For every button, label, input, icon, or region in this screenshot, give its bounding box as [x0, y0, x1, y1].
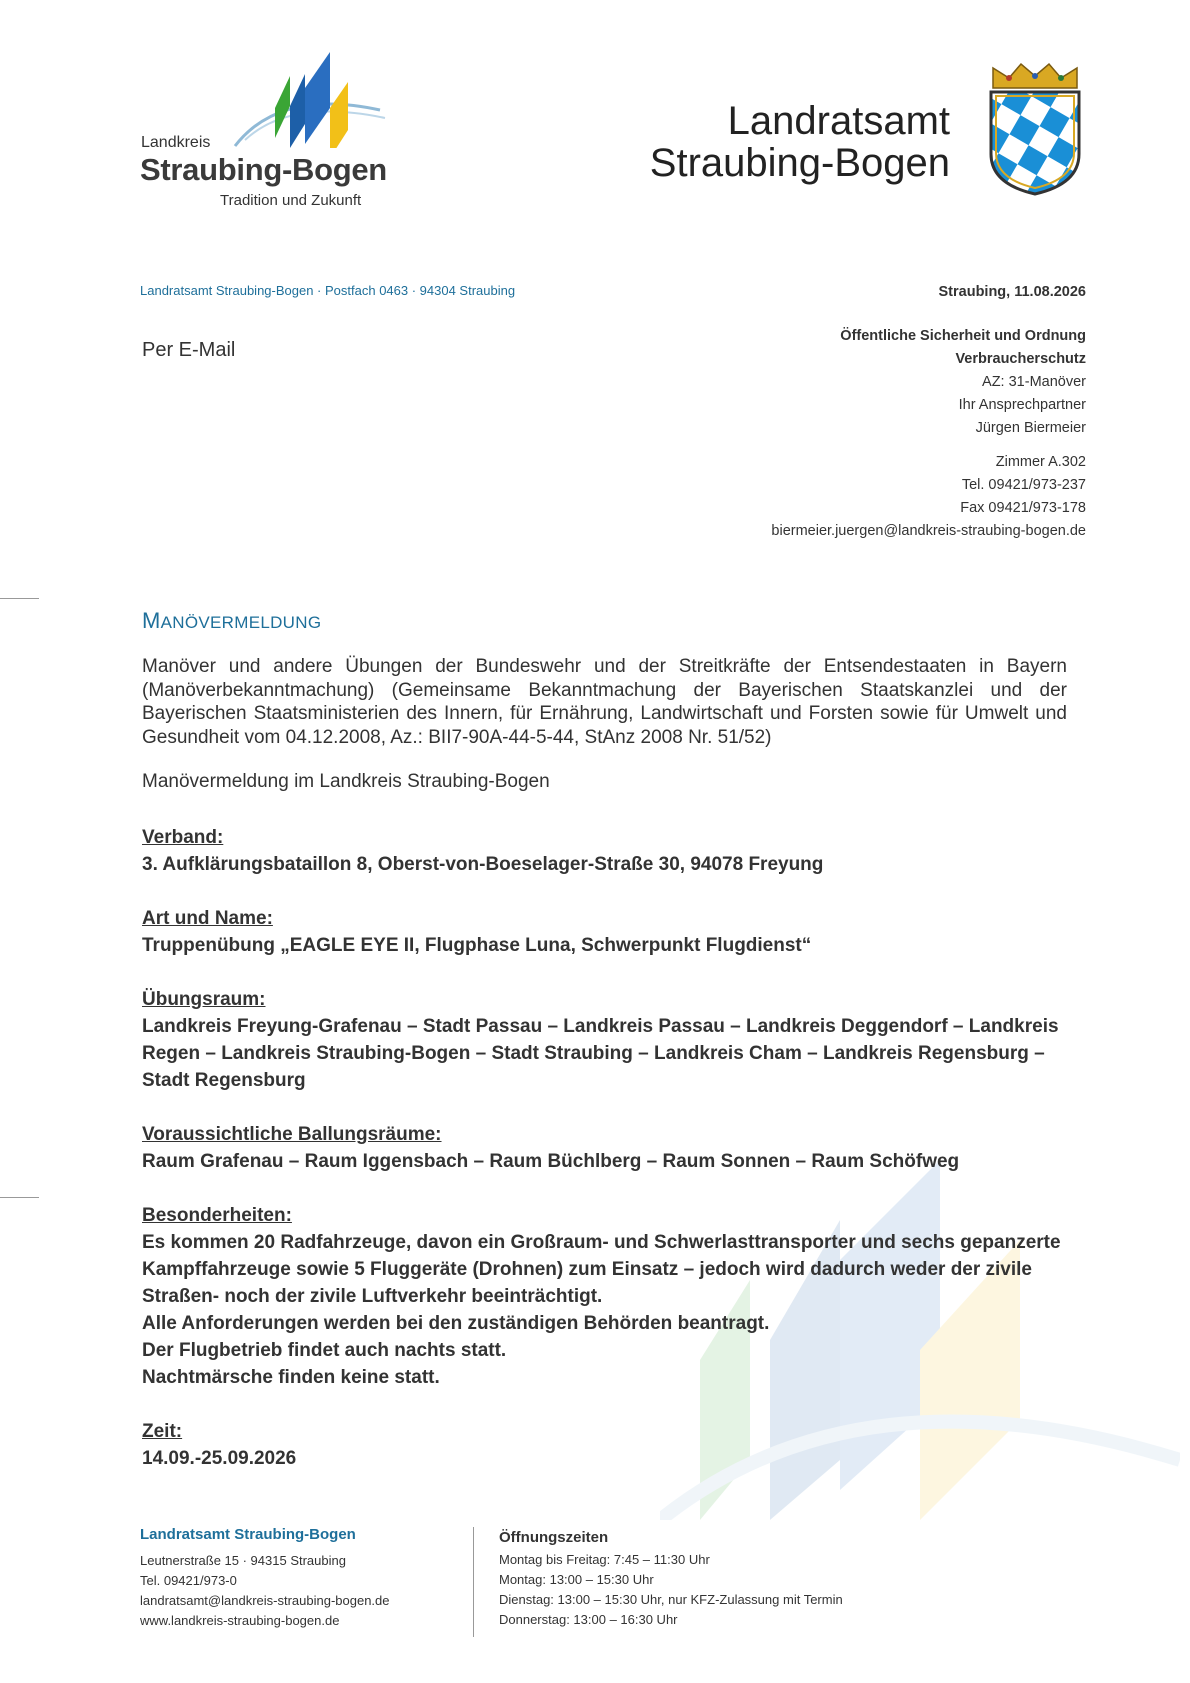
office-title-line1: Landratsamt	[727, 99, 950, 143]
section-label: Art und Name:	[142, 908, 273, 929]
footer-opening-hours	[499, 1528, 843, 1630]
section-value: 14.09.-25.09.2026	[142, 1448, 297, 1469]
document-title-rest: ANÖVERMELDUNG	[160, 613, 322, 632]
footer-address	[140, 1525, 390, 1631]
section-value: Nachtmärsche finden keine statt.	[142, 1367, 440, 1388]
contact-name: Jürgen Biermeier	[975, 420, 1086, 436]
section-value: Es kommen 20 Radfahrzeuge, davon ein Großraum- und Schwerlasttransporter und sechs gepanzerte Kampffahrzeuge sowie 5 Fluggeräte (Drohnen) zum Einsatz – jedoch wird dadurch weder der zivile Straßen- noch der zivile Luftverkehr beeinträchtigt.	[142, 1232, 1061, 1307]
department: Öffentliche Sicherheit und Ordnung	[840, 328, 1086, 344]
notice-subline: Manövermeldung im Landkreis Straubing-Bogen	[142, 771, 550, 792]
contact-email[interactable]: biermeier.juergen@landkreis-straubing-bogen.de	[771, 523, 1086, 539]
section-time	[142, 1418, 1067, 1472]
section-value: Raum Grafenau – Raum Iggensbach – Raum Büchlberg – Raum Sonnen – Raum Schöfweg	[142, 1151, 960, 1172]
section-value: Truppenübung „EAGLE EYE II, Flugphase Luna, Schwerpunkt Flugdienst“	[142, 935, 812, 956]
section-label: Besonderheiten:	[142, 1205, 292, 1226]
section-value: Der Flugbetrieb findet auch nachts statt.	[142, 1340, 507, 1361]
footer-org-name: Landratsamt Straubing-Bogen	[140, 1526, 356, 1543]
letter-date: Straubing, 11.08.2026	[938, 284, 1086, 300]
logo-district-label: Landkreis	[141, 134, 211, 151]
section-exercise-name	[142, 905, 1067, 959]
section-label: Voraussichtliche Ballungsräume:	[142, 1124, 442, 1145]
section-concentration-areas	[142, 1121, 1067, 1175]
fold-mark	[0, 598, 39, 599]
footer-phone: Tel. 09421/973-0	[140, 1573, 237, 1588]
opening-hours-line: Montag bis Freitag: 7:45 – 11:30 Uhr	[499, 1552, 710, 1567]
document-title-initial: M	[142, 608, 161, 633]
contact-block	[771, 325, 1086, 543]
opening-hours-title: Öffnungszeiten	[499, 1529, 609, 1546]
reference-number: AZ: 31-Manöver	[982, 374, 1086, 390]
footer-website[interactable]: www.landkreis-straubing-bogen.de	[140, 1613, 340, 1628]
document-title	[142, 608, 321, 634]
opening-hours-line: Dienstag: 13:00 – 15:30 Uhr, nur KFZ-Zulassung mit Termin	[499, 1592, 843, 1607]
section-label: Zeit:	[142, 1421, 183, 1442]
footer-email[interactable]: landratsamt@landkreis-straubing-bogen.de	[140, 1593, 390, 1608]
section-special-notes	[142, 1202, 1067, 1391]
division: Verbraucherschutz	[955, 351, 1086, 367]
logo-district-name: Straubing-Bogen	[140, 152, 387, 187]
section-label: Verband:	[142, 827, 224, 848]
section-value: Landkreis Freyung-Grafenau – Stadt Passau – Landkreis Passau – Landkreis Deggendorf – Landkreis Regen – Landkreis Straubing-Bogen – Stadt Straubing – Landkreis Cham – Landkreis Regensburg – Stadt Regensburg	[142, 1016, 1059, 1091]
office-title-line2: Straubing-Bogen	[649, 141, 950, 185]
logo-tagline: Tradition und Zukunft	[220, 192, 362, 209]
section-value: 3. Aufklärungsbataillon 8, Oberst-von-Boeselager-Straße 30, 94078 Freyung	[142, 854, 824, 875]
sender-address-line: Landratsamt Straubing-Bogen · Postfach 0463 · 94304 Straubing	[140, 283, 516, 298]
opening-hours-line: Montag: 13:00 – 15:30 Uhr	[499, 1572, 654, 1587]
delivery-method: Per E-Mail	[142, 339, 236, 361]
contact-fax: Fax 09421/973-178	[960, 500, 1086, 516]
section-unit	[142, 824, 1067, 878]
footer-divider	[473, 1527, 474, 1637]
room-number: Zimmer A.302	[995, 454, 1086, 470]
opening-hours-line: Donnerstag: 13:00 – 16:30 Uhr	[499, 1612, 678, 1627]
fold-mark	[0, 1197, 39, 1198]
contact-phone: Tel. 09421/973-237	[961, 477, 1086, 493]
footer-street: Leutnerstraße 15 · 94315 Straubing	[140, 1553, 346, 1568]
district-logo-icon	[230, 48, 390, 148]
coat-of-arms-icon	[985, 62, 1085, 198]
intro-paragraph: Manöver und andere Übungen der Bundeswehr und der Streitkräfte der Entsendestaaten in Bayern (Manöverbekanntmachung) (Gemeinsame Bekanntmachung der Bayerischen Staatskanzlei und der Bayerischen Staatsministerien des Innern, für Ernährung, Landwirtschaft und Forsten sowie für Umwelt und Gesundheit vom 04.12.2008, Az.: BII7-90A-44-5-44, StAnz 2008 Nr. 51/52)	[142, 656, 1067, 748]
section-label: Übungsraum:	[142, 989, 266, 1010]
contact-label: Ihr Ansprechpartner	[958, 397, 1086, 413]
office-title	[650, 100, 950, 184]
section-value: Alle Anforderungen werden bei den zuständigen Behörden beantragt.	[142, 1313, 770, 1334]
section-exercise-area	[142, 986, 1067, 1094]
